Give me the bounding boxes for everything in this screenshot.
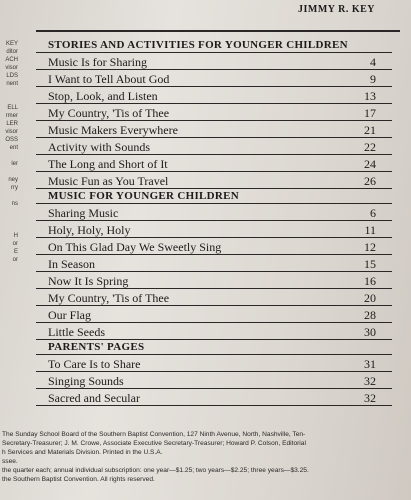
toc-entry: [36, 104, 392, 121]
toc-entry-title: Singing Sounds: [48, 374, 124, 388]
margin-fragment: visor: [5, 129, 18, 135]
margin-fragment: [0, 272, 18, 280]
toc-entry-title: Music Fun as You Travel: [48, 174, 169, 188]
toc-entry: [36, 155, 392, 172]
toc-entry: [36, 238, 392, 255]
toc-entry-page: 11: [364, 223, 376, 237]
toc-entry: [36, 289, 392, 306]
toc-entry-title: My Country, 'Tis of Thee: [48, 291, 170, 305]
margin-fragment: KEY: [5, 41, 18, 47]
margin-fragment: LDS: [6, 73, 18, 79]
toc-entry-page: 28: [364, 308, 376, 322]
toc-entry-title: Sacred and Secular: [48, 391, 140, 405]
margin-fragment: [0, 216, 18, 224]
toc-entry-page: 22: [364, 140, 376, 154]
top-rule: [36, 30, 400, 32]
toc-entry-title: On This Glad Day We Sweetly Sing: [48, 240, 222, 254]
footer-line: Secretary-Treasurer; J. M. Crowe, Associate Executive Secretary-Treasurer; Howard P. Colson, Editorial: [2, 440, 306, 447]
toc-entry: [36, 138, 392, 155]
toc-entry: [36, 172, 392, 189]
margin-fragment: ent: [9, 145, 18, 151]
toc-entry: [36, 255, 392, 272]
margin-fragment: rry: [11, 185, 18, 191]
toc-entry-title: Now It Is Spring: [48, 274, 129, 288]
toc-entry-title: Little Seeds: [48, 325, 105, 339]
toc-entry: [36, 272, 392, 289]
margin-fragment: [0, 152, 18, 160]
section-heading: PARENTS' PAGES: [36, 340, 392, 355]
margin-fragment: nent: [6, 81, 18, 87]
margin-fragment: [0, 208, 18, 216]
margin-fragment: ELL: [7, 105, 18, 111]
publisher-footer: [2, 430, 407, 484]
table-of-contents: [36, 38, 392, 406]
toc-entry: [36, 53, 392, 70]
margin-fragment: H: [13, 233, 18, 239]
toc-entry-title: To Care Is to Share: [48, 357, 141, 371]
margin-fragment: ACH: [5, 57, 18, 63]
margin-fragment: OSS: [5, 137, 18, 143]
margin-fragment: rmer: [5, 113, 18, 119]
margin-fragment: [0, 264, 18, 272]
toc-entry: [36, 204, 392, 221]
toc-entry: [36, 221, 392, 238]
margin-fragment: [0, 168, 18, 176]
toc-entry-title: Sharing Music: [48, 206, 119, 220]
footer-line: The Sunday School Board of the Southern Baptist Convention, 127 Ninth Avenue, North, Nashville, Ten-: [2, 431, 306, 438]
toc-entry-page: 9: [370, 72, 376, 86]
toc-entry-page: 12: [364, 240, 376, 254]
toc-entry: [36, 389, 392, 406]
toc-entry-title: Our Flag: [48, 308, 91, 322]
footer-line: ssee.: [2, 458, 18, 465]
toc-entry-page: 24: [364, 157, 376, 171]
margin-fragment: ler: [11, 161, 18, 167]
toc-entry-page: 26: [364, 174, 376, 188]
margin-fragment: [0, 304, 18, 312]
toc-entry: [36, 306, 392, 323]
margin-fragment: E: [13, 249, 18, 255]
toc-entry: [36, 87, 392, 104]
footer-line: the Southern Baptist Convention. All rights reserved.: [2, 476, 155, 483]
margin-fragment: [0, 192, 18, 200]
margin-fragment: [0, 296, 18, 304]
toc-entry-page: 17: [364, 106, 376, 120]
toc-entry-page: 16: [364, 274, 376, 288]
toc-entry: [36, 323, 392, 340]
toc-entry-page: 30: [364, 325, 376, 339]
toc-entry-page: 31: [364, 357, 376, 371]
toc-entry-page: 6: [370, 206, 376, 220]
toc-entry-page: 21: [364, 123, 376, 137]
section-heading: STORIES AND ACTIVITIES FOR YOUNGER CHILDREN: [36, 38, 392, 53]
toc-entry: [36, 121, 392, 138]
margin-fragment: [0, 288, 18, 296]
toc-entry-title: Activity with Sounds: [48, 140, 151, 154]
header-author: JIMMY R. KEY: [297, 4, 375, 15]
toc-entry-page: 4: [370, 55, 376, 69]
margin-fragment: or: [12, 241, 18, 247]
toc-entry-title: My Country, 'Tis of Thee: [48, 106, 170, 120]
toc-entry-page: 13: [364, 89, 376, 103]
toc-entry-page: 32: [364, 391, 376, 405]
toc-entry-title: The Long and Short of It: [48, 157, 168, 171]
margin-fragment: ns: [11, 201, 18, 207]
toc-entry: [36, 355, 392, 372]
toc-entry-title: Holy, Holy, Holy: [48, 223, 131, 237]
margin-fragment: [0, 280, 18, 288]
toc-entry-page: 15: [364, 257, 376, 271]
toc-entry-title: Stop, Look, and Listen: [48, 89, 158, 103]
toc-entry-page: 32: [364, 374, 376, 388]
margin-fragment: [0, 88, 18, 96]
toc-entry-title: Music Is for Sharing: [48, 55, 147, 69]
margin-fragment: visor: [5, 65, 18, 71]
toc-entry-title: I Want to Tell About God: [48, 72, 170, 86]
margin-fragment: or: [12, 257, 18, 263]
toc-entry: [36, 372, 392, 389]
margin-fragment: [0, 224, 18, 232]
margin-fragment: ney: [8, 177, 18, 183]
toc-entry: [36, 70, 392, 87]
margin-fragment: LER: [6, 121, 18, 127]
section-heading: MUSIC FOR YOUNGER CHILDREN: [36, 189, 392, 204]
margin-fragment: ditor: [6, 49, 18, 55]
margin-fragment: [0, 96, 18, 104]
left-margin-fragments: [0, 40, 18, 312]
footer-line: h Services and Materials Division. Printed in the U.S.A.: [2, 449, 163, 456]
toc-entry-title: In Season: [48, 257, 95, 271]
toc-entry-title: Music Makers Everywhere: [48, 123, 178, 137]
toc-entry-page: 20: [364, 291, 376, 305]
footer-line: the quarter each; annual individual subscription: one year—$1.25; two years—$2.25; three years—$3.25.: [2, 467, 309, 474]
